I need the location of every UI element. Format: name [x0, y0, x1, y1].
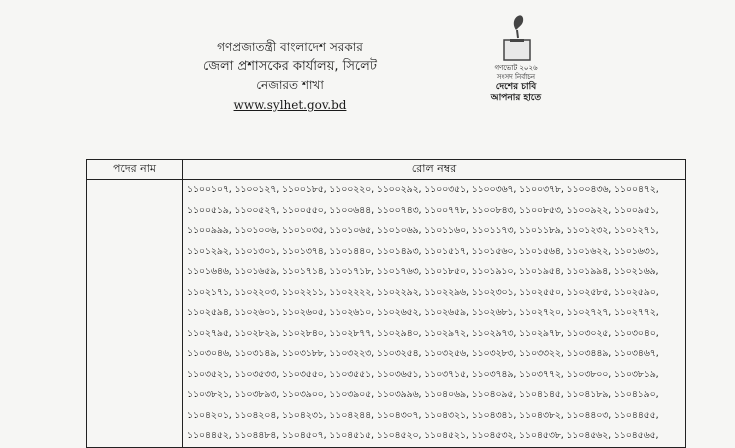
roll-line: ১১০০৫১৯, ১১০০৫২৭, ১১০০৫৫০, ১১০০৬৪৪, ১১০০৭৪৩, ১১০০৭৭৮, ১১০০৮৪৩, ১১০০৮৫৩, ১১০০৯২২, ১১০০৯৫১, [187, 204, 659, 216]
roll-number-header: রোল নম্বর [183, 160, 686, 180]
roll-table [86, 159, 686, 448]
website-link[interactable]: www.sylhet.gov.bd [233, 98, 347, 112]
section-title: নেজারত শাখা [256, 78, 324, 92]
roll-line: ১১০১২৯২, ১১০১৩০১, ১১০১৩৭৪, ১১০১৪৪০, ১১০১৪৯৩, ১১০১৫১৭, ১১০১৫৬০, ১১০১৫৬৪, ১১০১৬২২, ১১০১৬৩১, [187, 245, 659, 257]
roll-line: ১১০৪৪৫২, ১১০৪৪৮৪, ১১০৪৫০৭, ১১০৪৫১৫, ১১০৪৫২০, ১১০৪৫২১, ১১০৪৫৩২, ১১০৪৫৩৮, ১১০৪৫৬২, ১১০৪৫৬৫, [187, 430, 659, 441]
post-name-cell [87, 180, 183, 448]
table-row [87, 180, 686, 448]
post-name-header: পদের নাম [87, 160, 183, 180]
roll-line: ১১০০৯৯৯, ১১০১০০৬, ১১০১০৩৫, ১১০১০৬৫, ১১০১০৬৯, ১১০১১৬০, ১১০১১৭৩, ১১০১১৮৯, ১১০১২৩২, ১১০১২৭১, [187, 225, 659, 236]
election-logo [476, 12, 556, 122]
roll-line: ১১০২৫৯৪, ১১০২৬০১, ১১০২৬০৫, ১১০২৬১০, ১১০২৬৫২, ১১০২৬৫৯, ১১০২৬৮১, ১১০২৭২০, ১১০২৭২৭, ১১০২৭৭২, [187, 307, 659, 318]
roll-numbers-cell [183, 180, 686, 448]
table-header-row [87, 160, 686, 180]
ballot-box-icon [496, 12, 536, 64]
roll-line: ১১০৩৫২১, ১১০৩৫৩৩, ১১০৩৫৫০, ১১০৩৫৫১, ১১০৩৬৫১, ১১০৩৭১৫, ১১০৩৭৪৯, ১১০৩৭৭২, ১১০৩৮০০, ১১০৩৮১৯, [187, 368, 659, 380]
roll-line: ১১০১৬৪৬, ১১০১৬৫৯, ১১০১৭১৪, ১১০১৭১৮, ১১০১৭৬৩, ১১০১৮৫০, ১১০১৯১০, ১১০১৯৫৪, ১১০১৯৯৪, ১১০২১৬৯, [187, 266, 659, 277]
logo-line-3: দেশের চাবি [495, 82, 537, 92]
government-title: গণপ্রজাতন্ত্রী বাংলাদেশ সরকার [217, 40, 363, 54]
logo-line-4: আপনার হাতে [490, 93, 542, 103]
roll-line: ১১০০১০৭, ১১০০১২৭, ১১০০১৮৫, ১১০০২২০, ১১০০২৯২, ১১০০৩৫১, ১১০০৩৬৭, ১১০০৩৭৮, ১১০০৪৩৬, ১১০০৪৭২, [187, 184, 659, 195]
logo-line-1: গণভোট ২০২৬ [494, 64, 538, 72]
office-title: জেলা প্রশাসকের কার্যালয়, সিলেট [203, 59, 377, 74]
roll-line: ১১০৩৮২১, ১১০৩৮৯৩, ১১০৩৯০০, ১১০৩৯০৫, ১১০৩৯৯৬, ১১০৪০৬৯, ১১০৪০৯৫, ১১০৪১৪৫, ১১০৪১৮৯, ১১০৪১৯০, [187, 389, 659, 400]
logo-line-2: সংসদ নির্বাচন [496, 73, 536, 81]
letterhead [150, 38, 430, 115]
roll-line: ১১০৪২০১, ১১০৪২০৪, ১১০৪২৩১, ১১০৪২৪৪, ১১০৪৩০৭, ১১০৪৩২১, ১১০৪৩৪১, ১১০৪৩৮২, ১১০৪৪০৩, ১১০৪৪৫৫, [187, 409, 659, 421]
roll-line: ১১০২১৭১, ১১০২২০৩, ১১০২২১১, ১১০২২২২, ১১০২২৯২, ১১০২২৯৬, ১১০২৩০১, ১১০২৫৫০, ১১০২৫৮৫, ১১০২৫৯০, [187, 286, 659, 298]
roll-line: ১১০৩০৪৬, ১১০৩১৪৯, ১১০৩১৮৮, ১১০৩২২৩, ১১০৩২৫৪, ১১০৩২৫৬, ১১০৩২৮৩, ১১০৩৩২২, ১১০৩৪৪৯, ১১০৩৪৬৭, [187, 348, 659, 359]
roll-table-container [86, 159, 686, 441]
roll-line: ১১০২৭৯৫, ১১০২৮২৯, ১১০২৮৪০, ১১০২৮৭৭, ১১০২৯৪০, ১১০২৯৭২, ১১০২৯৭৩, ১১০২৯৭৮, ১১০৩০২৫, ১১০৩০৪০, [187, 327, 659, 339]
